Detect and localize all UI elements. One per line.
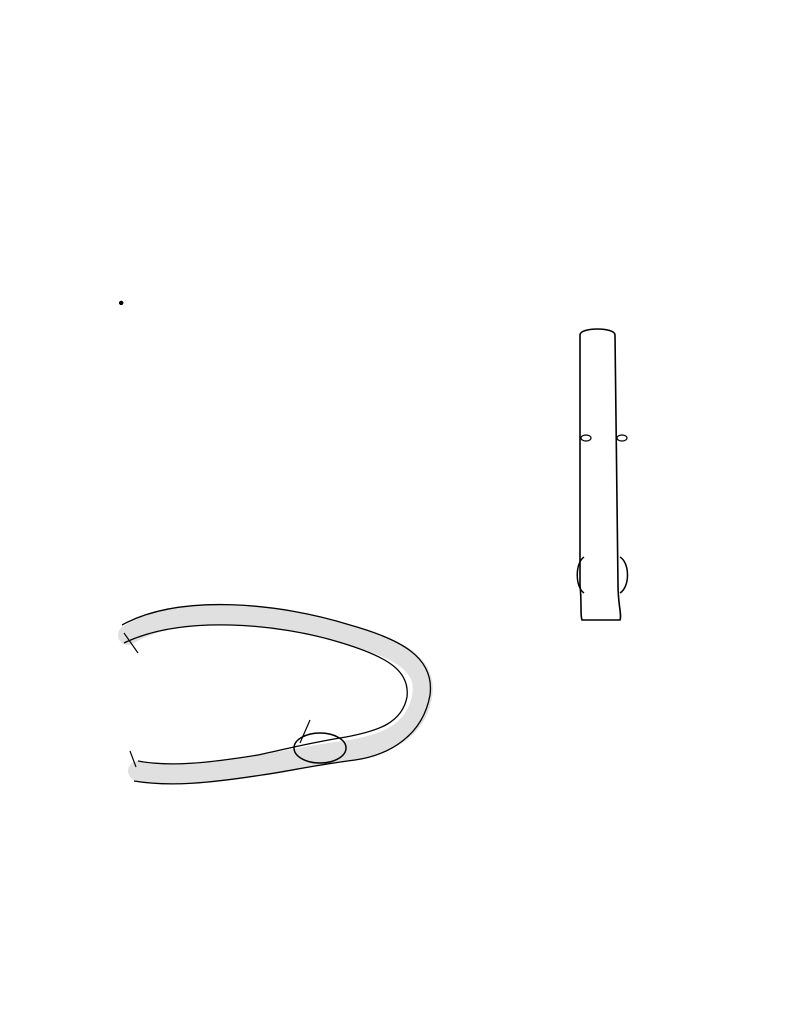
earthworm-diagram bbox=[110, 585, 450, 795]
vertical-worm-figure bbox=[520, 325, 670, 635]
vertical-worm-pore-right bbox=[617, 435, 627, 441]
vertical-worm-clitellum-right bbox=[620, 557, 628, 593]
clitellum-arrow bbox=[300, 720, 310, 743]
vertical-worm-body bbox=[580, 329, 621, 620]
worm-body-outline bbox=[128, 615, 423, 774]
